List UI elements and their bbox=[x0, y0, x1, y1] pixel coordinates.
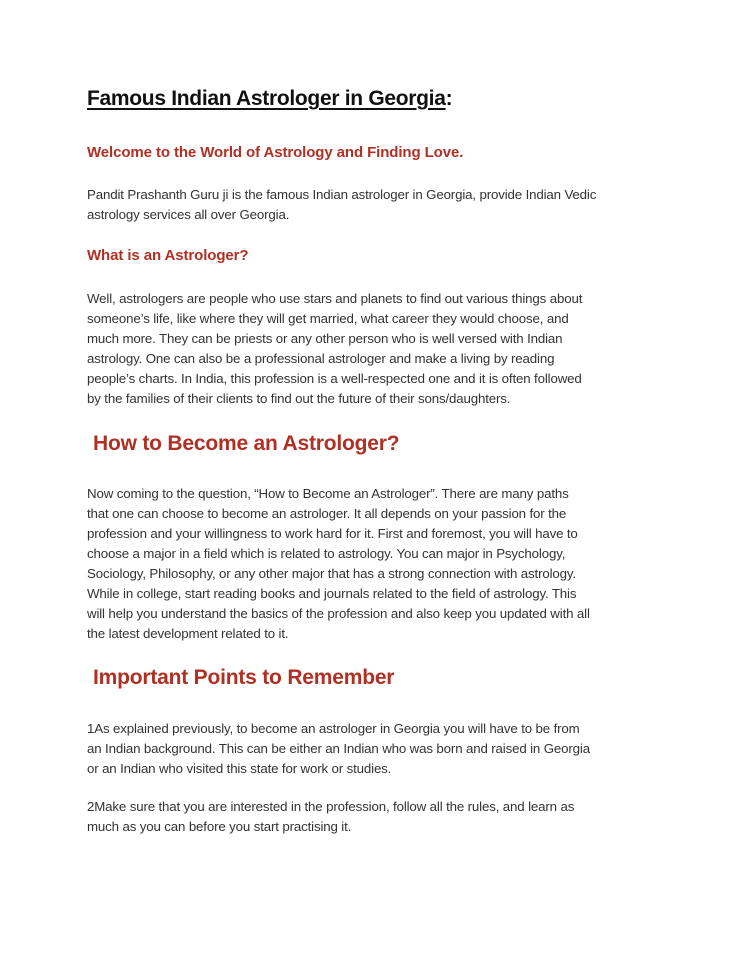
important-points-heading: Important Points to Remember bbox=[93, 666, 395, 689]
how-to-become-heading: How to Become an Astrologer? bbox=[93, 432, 400, 455]
how-to-become-paragraph: Now coming to the question, “How to Become an Astrologer”. There are many paths that one can choose to become an astrologer. It all depends on your passion for the profession and your willingness to work hard for it. First and foremost, you will have to choose a major in a field which is related to astrology. You can major in Psychology, Sociology, Philosophy, or any other major that has a strong connection with astrology. While in college, start reading books and journals related to the field of astrology. This will help you understand the basics of the profession and also keep you updated with all the latest development related to it. bbox=[87, 486, 590, 641]
welcome-heading: Welcome to the World of Astrology and Finding Love. bbox=[87, 144, 464, 161]
what-is-astrologer-paragraph: Well, astrologers are people who use stars and planets to find out various things about someone’s life, like where they will get married, what career they would choose, and much more. They can be priests or any other person who is well versed with Indian astrology. One can also be a professional astrologer and make a living by reading people’s charts. In India, this profession is a well-respected one and it is often followed by the families of their clients to find out the future of their sons/daughters. bbox=[87, 291, 583, 406]
point-2-paragraph: 2Make sure that you are interested in the profession, follow all the rules, and learn as much as you can before you start practising it. bbox=[87, 799, 575, 834]
what-is-astrologer-heading: What is an Astrologer? bbox=[87, 247, 249, 264]
page-title bbox=[87, 87, 452, 111]
page-title-colon: : bbox=[445, 87, 453, 110]
point-1-paragraph: 1As explained previously, to become an astrologer in Georgia you will have to be from an Indian background. This can be either an Indian who was born and raised in Georgia or an Indian who visited this state for work or studies. bbox=[87, 721, 590, 776]
intro-paragraph: Pandit Prashanth Guru ji is the famous Indian astrologer in Georgia, provide Indian Vedic astrology services all over Georgia. bbox=[87, 187, 597, 222]
page-title-text: Famous Indian Astrologer in Georgia bbox=[87, 87, 446, 110]
